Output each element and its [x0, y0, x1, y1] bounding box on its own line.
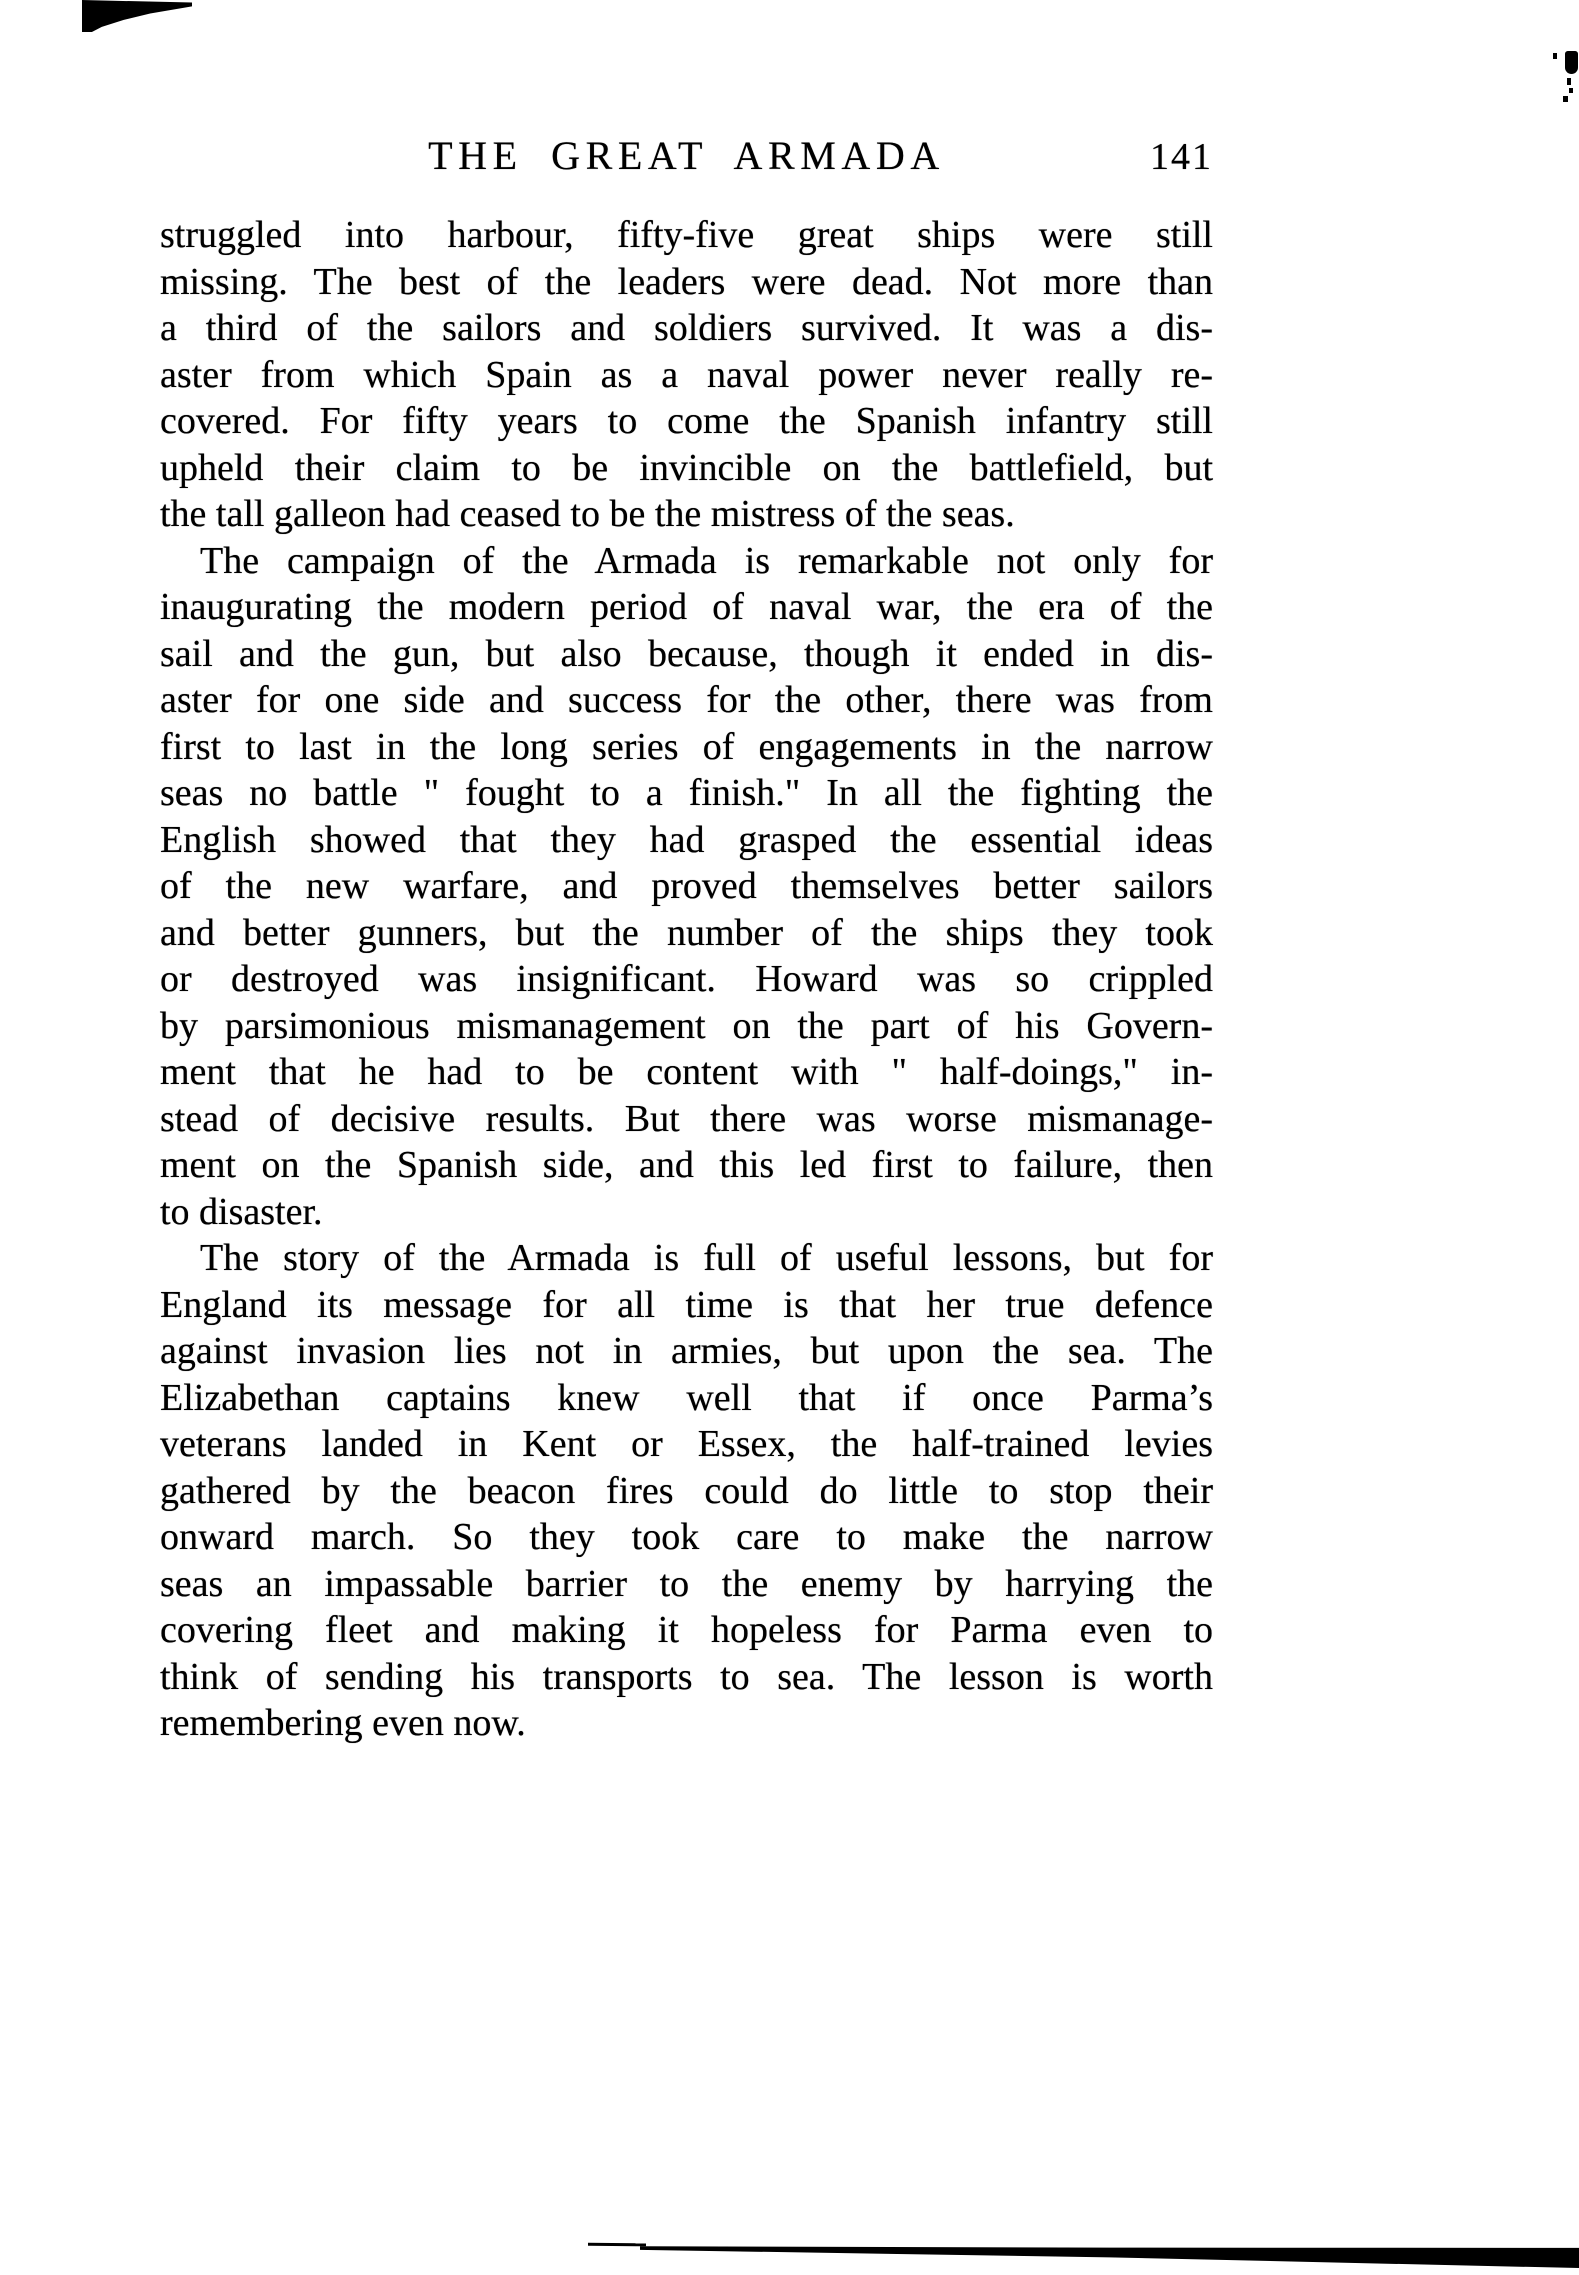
- paragraph: [160, 1235, 1213, 1747]
- ink-dot: [1567, 78, 1571, 85]
- text-line: think of sending his transports to sea. The lesson is worth: [160, 1655, 1213, 1698]
- text-line: onward march. So they took care to make the narrow: [160, 1516, 1213, 1558]
- text-line: The story of the Armada is full of useful lessons, but for: [200, 1237, 1213, 1279]
- text-line: first to last in the long series of engagements in the narrow: [160, 725, 1213, 768]
- text-line: veterans landed in Kent or Essex, the half-trained levies: [160, 1423, 1213, 1465]
- text-line: Elizabethan captains knew well that if once Parma’s: [160, 1376, 1213, 1419]
- text-line: against invasion lies not in armies, but upon the sea. The: [160, 1330, 1213, 1372]
- chapter-title: THE GREAT ARMADA: [428, 133, 945, 178]
- scan-streak-bottom: [640, 2242, 1579, 2270]
- text-line: struggled into harbour, fifty-five great ships were still: [160, 214, 1213, 256]
- text-line: seas no battle " fought to a finish." In all the fighting the: [160, 772, 1213, 814]
- page-text: [160, 212, 1213, 1747]
- text-line: stead of decisive results. But there was worse mismanage-: [160, 1097, 1213, 1140]
- text-line: remembering even now.: [160, 1702, 526, 1744]
- ink-dot: [1553, 53, 1557, 59]
- scan-smudge-top-left: [82, 0, 192, 32]
- text-line: ment that he had to be content with " half-doings," in-: [160, 1051, 1213, 1093]
- page-number: 141: [1150, 136, 1213, 178]
- paragraph: [160, 212, 1213, 538]
- scan-streak-tail: [588, 2243, 646, 2247]
- ink-dot: [1569, 88, 1573, 93]
- text-line: to disaster.: [160, 1190, 323, 1233]
- text-line: upheld their claim to be invincible on the battlefield, but: [160, 446, 1213, 489]
- ink-dot: [1563, 96, 1568, 102]
- scan-speck-top-right: [1552, 48, 1579, 106]
- text-line: covered. For fifty years to come the Spanish infantry still: [160, 400, 1213, 442]
- running-header: [160, 131, 1213, 183]
- text-line: missing. The best of the leaders were dead. Not more than: [160, 260, 1213, 303]
- text-line: The campaign of the Armada is remarkable not only for: [200, 539, 1213, 582]
- text-line: covering fleet and making it hopeless for Parma even to: [160, 1609, 1213, 1651]
- text-line: aster for one side and success for the other, there was from: [160, 679, 1213, 721]
- text-line: of the new warfare, and proved themselves better sailors: [160, 865, 1213, 907]
- text-line: seas an impassable barrier to the enemy by harrying the: [160, 1562, 1213, 1605]
- text-line: gathered by the beacon fires could do little to stop their: [160, 1469, 1213, 1512]
- text-line: sail and the gun, but also because, though it ended in dis-: [160, 632, 1213, 675]
- ink-blob: [1565, 51, 1578, 74]
- paragraph: [160, 538, 1213, 1236]
- text-line: by parsimonious mismanagement on the part of his Govern-: [160, 1004, 1213, 1047]
- text-line: inaugurating the modern period of naval war, the era of the: [160, 586, 1213, 628]
- text-line: the tall galleon had ceased to be the mistress of the seas.: [160, 493, 1015, 535]
- text-line: and better gunners, but the number of the ships they took: [160, 911, 1213, 954]
- text-line: English showed that they had grasped the essential ideas: [160, 818, 1213, 861]
- text-line: England its message for all time is that her true defence: [160, 1283, 1213, 1326]
- text-line: a third of the sailors and soldiers survived. It was a dis-: [160, 307, 1213, 349]
- text-line: aster from which Spain as a naval power never really re-: [160, 353, 1213, 396]
- text-line: ment on the Spanish side, and this led first to failure, then: [160, 1144, 1213, 1186]
- text-line: or destroyed was insignificant. Howard was so crippled: [160, 958, 1213, 1000]
